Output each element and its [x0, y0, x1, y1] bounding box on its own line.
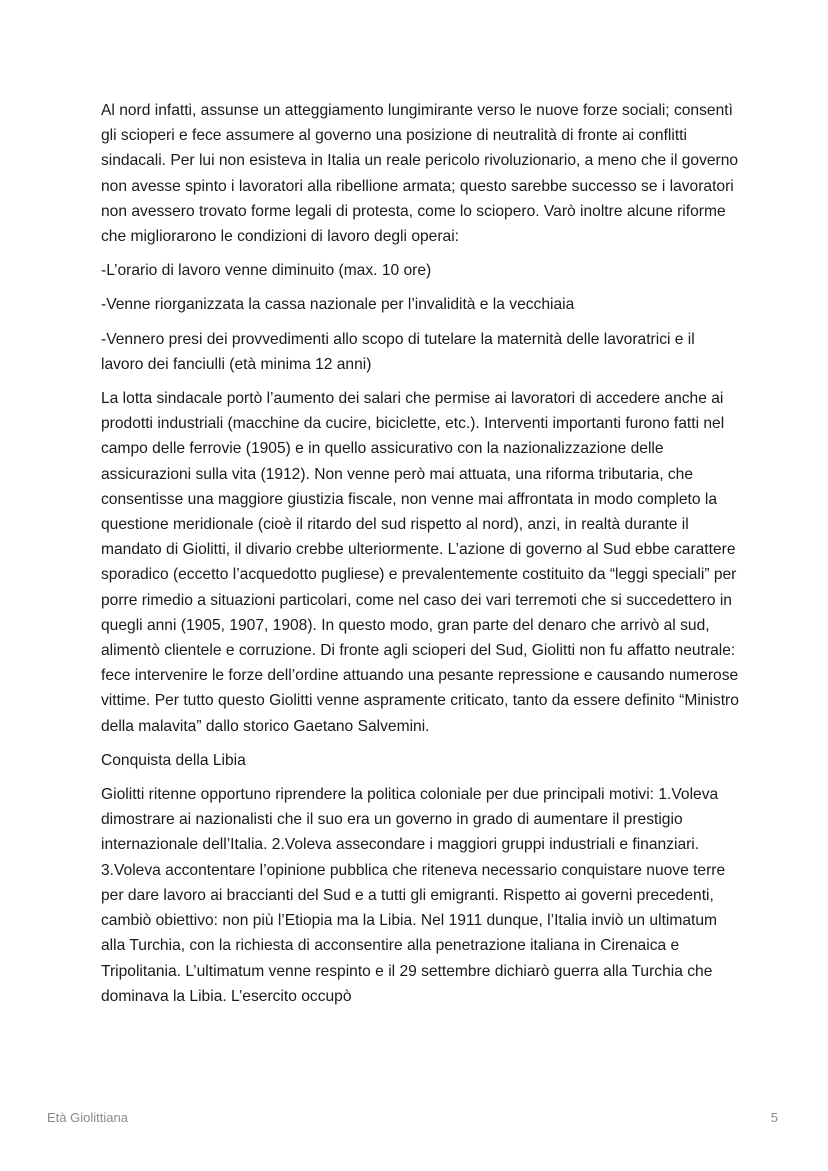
list-item-working-hours: -L’orario di lavoro venne diminuito (max. 10 ore)	[101, 262, 432, 280]
paragraph-libya-conquest: Giolitti ritenne opportuno riprendere la politica coloniale per due principali motivi: 1.Voleva dimostrare ai nazionalisti che il suo era un governo in grado di aumentare il prestigio internazionale dell’Italia. 2.Voleva assecondare i maggiori gruppi industriali e finanziari. 3.Voleva accontentare l’opinione pubblica che riteneva necessario conquistare nuove terre per dare lavoro ai braccianti del Sud e a tutti gli emigranti. Rispetto ai governi precedenti, cambiò obiettivo: non più l’Etiopia ma la Libia. Nel 1911 dunque, l’Italia inviò un ultimatum alla Turchia, con la richiesta di acconsentire alla penetrazione italiana in Cirenaica e Tripolitania. L’ultimatum venne respinto e il 29 settembre dichiarò guerra alla Turchia che dominava la Libia. L’esercito occupò	[101, 786, 726, 1005]
section-heading-libya: Conquista della Libia	[101, 751, 246, 769]
paragraph-union-struggle: La lotta sindacale portò l’aumento dei salari che permise ai lavoratori di accedere anche ai prodotti industriali (macchine da cucire, biciclette, etc.). Interventi importanti furono fatti nel campo delle ferrovie (1905) e in quello assicurativo con la nazionalizzazione delle assicurazioni sulla vita (1912). Non venne però mai attuata, una riforma tributaria, che consentisse una maggiore giustizia fiscale, non venne mai affrontata in modo completo la questione meridionale (cioè il ritardo del sud rispetto al nord), anzi, in realtà durante il mandato di Giolitti, il divario crebbe ulteriormente. L’azione di governo al Sud ebbe carattere sporadico (eccetto l’acquedotto pugliese) e prevalentemente costituito da “leggi speciali” per porre rimedio a situazioni particolari, come nel caso dei vari terremoti che si succedettero in quegli anni (1905, 1907, 1908). In questo modo, gran parte del denaro che arrivò al sud, alimentò clientele e corruzione. Di fronte agli scioperi del Sud, Giolitti non fu affatto neutrale: fece intervenire le forze dell’ordine attuando una pesante repressione e causando numerose vittime. Per tutto questo Giolitti venne aspramente criticato, tanto da essere definito “Ministro della malavita” dallo storico Gaetano Salvemini.	[101, 390, 739, 735]
list-item-maternity-children: -Vennero presi dei provvedimenti allo scopo di tutelare la maternità delle lavoratrici e il lavoro dei fanciulli (età minima 12 anni)	[101, 330, 695, 373]
footer-title: Età Giolittiana	[47, 1110, 128, 1125]
paragraph-north-policy: Al nord infatti, assunse un atteggiamento lungimirante verso le nuove forze sociali; consentì gli scioperi e fece assumere al governo una posizione di neutralità di fronte ai conflitti sindacali. Per lui non esisteva in Italia un reale pericolo rivoluzionario, a meno che il governo non avesse spinto i lavoratori alla ribellione armata; questo sarebbe successo se i lavoratori non avessero trovato forme legali di protesta, come lo sciopero. Varò inoltre alcune riforme che migliorarono le condizioni di lavoro degli operai:	[101, 102, 739, 246]
page-number: 5	[770, 1110, 778, 1125]
page-body	[101, 98, 741, 1018]
list-item-pension-fund: -Venne riorganizzata la cassa nazionale per l’invalidità e la vecchiaia	[101, 296, 575, 314]
